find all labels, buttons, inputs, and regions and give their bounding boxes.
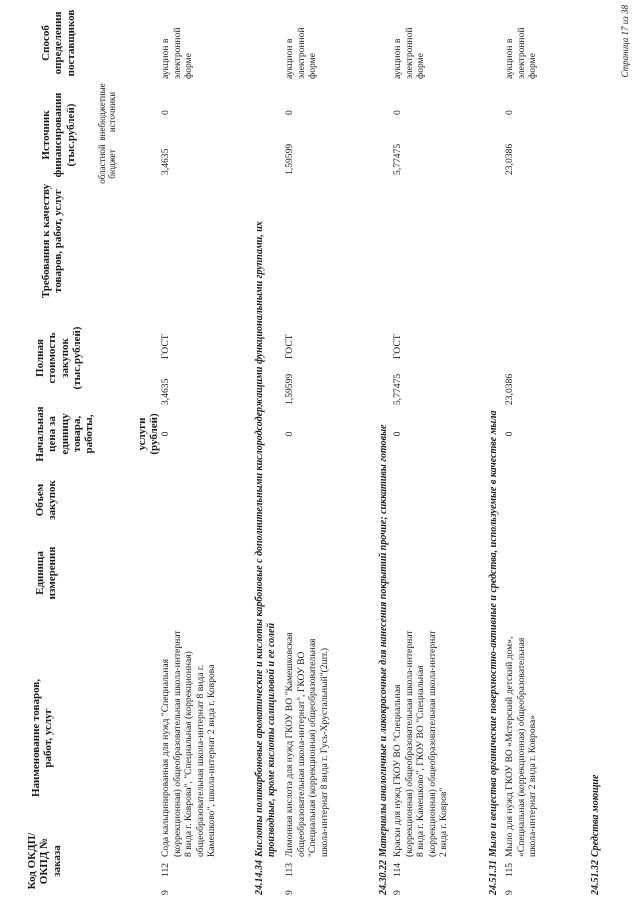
procurement-method: аукцион в электронной форме (504, 27, 538, 79)
regional-budget: 5,77475 (392, 143, 403, 175)
full-cost: 5,77475 (392, 373, 403, 405)
procurement-method: аукцион в электронной форме (160, 27, 194, 79)
group-code: 24.30.22 (378, 860, 389, 895)
group-title: Средства моющие (590, 774, 601, 857)
row-number: 9 (160, 890, 171, 895)
item-name: Краски для нужд ГКОУ ВО "Специальная (коррекционная) общеобразовательная школа-интернат 8 вида г. Камешково", ГКОУ ВО "Специальная (коррекционная) общеобразовательная школа-интернат 2 вида г. Ковров" (392, 630, 449, 857)
header-unit: Единица измерения (34, 546, 59, 600)
procurement-method: аукцион в электронной форме (392, 27, 426, 79)
group-title: Материалы аналогичные и лакокрасочные для нанесения покрытий прочие; сиккативы готовые (378, 424, 389, 857)
procurement-method: аукцион в электронной форме (284, 27, 318, 79)
header-initial-price: Начальная цена за единицу товара, работы, (34, 406, 96, 462)
requirement: ГОСТ (392, 334, 403, 359)
order-number: 113 (284, 862, 295, 877)
header-source: Источник финансирования (тыс.рублей) (40, 92, 77, 178)
requirement: ГОСТ (284, 334, 295, 359)
regional-budget: 1,59599 (284, 143, 295, 175)
group-code: 24.51.32 (590, 860, 601, 895)
order-number: 114 (392, 862, 403, 877)
row-number: 9 (392, 890, 403, 895)
item-name: Сода кальцинированная для нужд "Специальная (коррекционная) общеобразовательная школа-интернат 8 вида г. Коврова", "Специальная (коррекционная) общеобразовательная школа-интернат 8 вида г. Камешково", школа-интернат 2 вида г. Коврова (160, 630, 217, 857)
group-title: Мыло и вещества органические поверхностно-активные и средства, используемые в качестве мыла (488, 410, 499, 857)
order-number: 112 (160, 862, 171, 877)
header-full-cost: Полная стоимость закупок (тыс.рублей) (34, 326, 83, 390)
extra-sources: 0 (284, 110, 295, 115)
regional-budget: 3,4635 (160, 148, 171, 175)
header-name: Наименование товаров, работ, услуг (30, 678, 55, 798)
full-cost: 1,59599 (284, 373, 295, 405)
initial-price: 0 (284, 431, 295, 437)
header-code: Код ОКДП/ ОКПД № заказа (26, 832, 63, 890)
initial-price: 0 (160, 431, 171, 437)
group-title: Кислоты поликарбоновые ароматические и кислоты карбоновые с дополнительными кислородсодержащими функциональными группами, их производные, кроме кислоты салициловой и ее солей (254, 221, 277, 857)
initial-price: 0 (392, 431, 403, 437)
header-volume: Объем закупок (34, 480, 59, 520)
item-name: Мыло для нужд ГКОУ ВО «Мстерский детский дом», «Специальная (коррекционная) общеобразовательная школа-интернат 2 вида г. Коврова» (504, 636, 538, 857)
header-source-regional: областной бюджет (97, 144, 117, 184)
row-number: 9 (504, 890, 515, 895)
extra-sources: 0 (504, 110, 515, 115)
group-code: 24.51.31 (488, 860, 499, 895)
initial-price: 0 (504, 431, 515, 437)
item-name: Лимонная кислота для нужд ГКОУ ВО "Камешковская общеобразовательная школа-интернат", ГКОУ ВО "Специальная (коррекционная) общеобразовательная школа-интернат 8 вида г. Гусь-Хрустальный"(2шт.) (284, 632, 330, 857)
header-method: Способ определения поставщиков (40, 9, 77, 77)
header-requirements: Требования к качеству товаров, работ, услуг (40, 183, 65, 299)
header-initial-price-sub: услуги (рублей) (136, 413, 161, 455)
full-cost: 3,4635 (160, 378, 171, 405)
full-cost: 23,0386 (504, 373, 515, 405)
group-code: 24.14.34 (254, 860, 265, 895)
extra-sources: 0 (160, 110, 171, 115)
requirement: ГОСТ (160, 334, 171, 359)
extra-sources: 0 (392, 110, 403, 115)
header-source-extra: внебюджетные источники (97, 83, 117, 141)
page-counter: Страница 17 из 38 (620, 5, 630, 78)
order-number: 115 (504, 862, 515, 877)
row-number: 9 (284, 890, 295, 895)
regional-budget: 23,0386 (504, 143, 515, 175)
